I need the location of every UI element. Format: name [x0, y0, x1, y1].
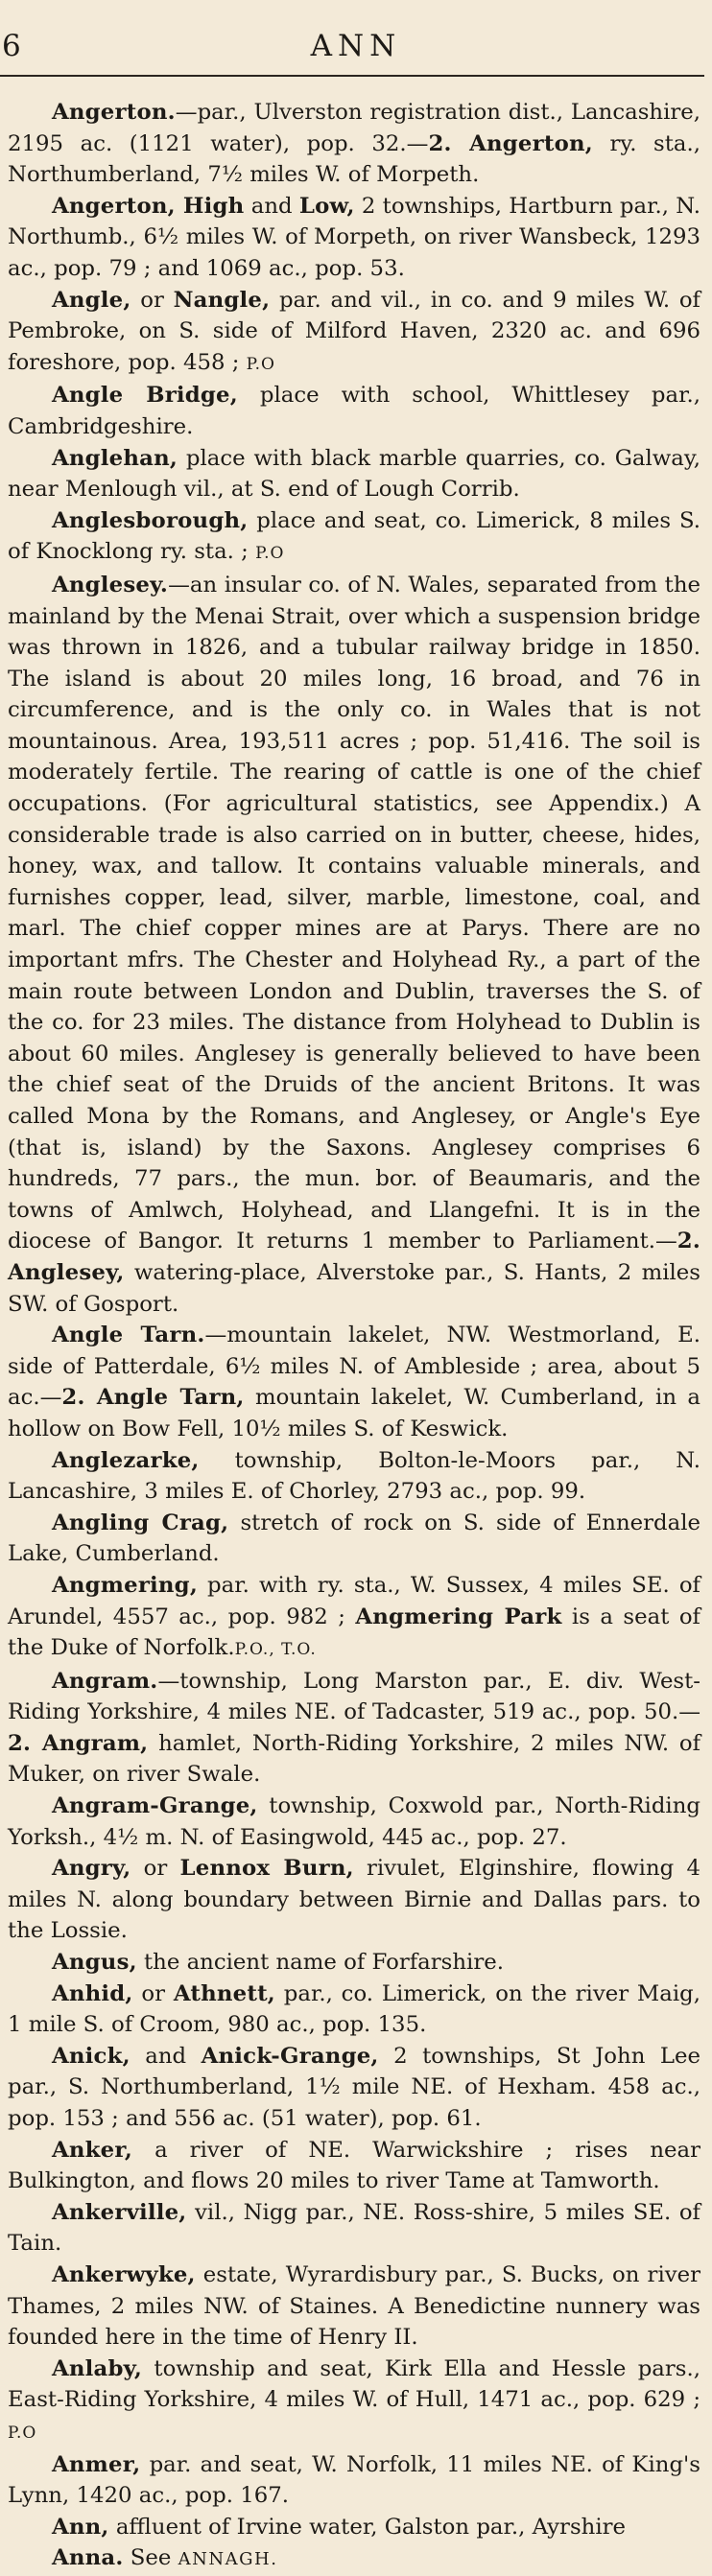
gazetteer-entry — [8, 97, 700, 191]
entry-text: township, Coxwold par., North-Riding Yorksh., 4½ m. N. of Easingwold, 445 ac., pop. 27. — [8, 1793, 700, 1850]
entry-text: 2 townships, St John Lee par., S. Northumberland, 1½ mile NE. of Hexham. 458 ac., pop. 153 ; and 556 ac. (51 water), pop. 61. — [8, 2043, 700, 2131]
entry-text: place and seat, co. Limerick, 8 miles S. of Knocklong ry. sta. ; — [8, 507, 700, 565]
entry-text: place with black marble quarries, co. Galway, near Menlough vil., at S. end of Lough Corrib. — [8, 445, 700, 503]
entry-headword: Athnett, — [173, 1980, 275, 2006]
entry-headword: Ankerville, — [52, 2199, 187, 2225]
gazetteer-entry — [8, 1791, 700, 1853]
gazetteer-entry — [8, 2197, 700, 2260]
entry-text: or — [131, 287, 174, 313]
entry-headword: Angus, — [52, 1950, 137, 1976]
entry-text: township, Bolton-le-Moors par., N. Lancashire, 3 miles E. of Chorley, 2793 ac., pop. 99. — [8, 1447, 700, 1505]
gazetteer-entry — [8, 1570, 700, 1666]
entry-text: stretch of rock on S. side of Ennerdale Lake, Cumberland. — [8, 1510, 700, 1567]
gazetteer-entry — [8, 2449, 700, 2512]
running-head: ANN — [310, 29, 402, 63]
entry-text: par., co. Limerick, on the river Maig, 1 mile S. of Croom, 980 ac., pop. 135. — [8, 1980, 700, 2038]
entry-text: or — [132, 1980, 174, 2006]
entry-text: vil., Nigg par., NE. Ross-shire, 5 miles SE. of Tain. — [8, 2199, 700, 2257]
entry-text: —township, Long Marston par., E. div. West-Riding Yorkshire, 4 miles NE. of Tadcaster, 519 ac., pop. 50.— — [8, 1668, 700, 1725]
entry-headword: Nangle, — [173, 287, 271, 313]
header-rule — [0, 75, 704, 77]
entry-text: the ancient name of Forfarshire. — [136, 1950, 504, 1976]
entry-abbreviation: P.O — [255, 544, 285, 564]
entry-headword: 2. Angerton, — [428, 130, 593, 156]
entry-text: See — [123, 2545, 178, 2571]
entry-headword: Angram-Grange, — [52, 1793, 258, 1819]
gazetteer-entry — [8, 1979, 700, 2041]
entry-headword: Angram. — [52, 1668, 158, 1694]
gazetteer-entry — [8, 570, 700, 1320]
gazetteer-entry — [8, 285, 700, 381]
entry-text: —par., Ulverston registration dist., Lancashire, 2195 ac. (1121 water), pop. 32.— — [8, 100, 700, 156]
gazetteer-entry — [8, 505, 700, 570]
entry-headword: Angerton, High — [52, 193, 245, 219]
gazetteer-entry — [8, 2354, 700, 2449]
gazetteer-entry — [8, 1445, 700, 1508]
entry-headword: Ann, — [52, 2514, 109, 2540]
entry-headword: Angry, — [52, 1856, 131, 1882]
entry-text: estate, Wyrardisbury par., S. Bucks, on river Thames, 2 miles NW. of Staines. A Benedictine nunnery was founded here in the time of Henry II. — [8, 2261, 700, 2351]
entry-text: par. and seat, W. Norfolk, 11 miles NE. of King's Lynn, 1420 ac., pop. 167. — [8, 2451, 700, 2509]
gazetteer-entry — [8, 2512, 700, 2543]
entry-headword: 2. Angram, — [8, 1730, 149, 1756]
entry-headword: Lennox Burn, — [179, 1856, 354, 1882]
entry-text: watering-place, Alverstoke par., S. Hants, 2 miles SW. of Gosport. — [8, 1259, 700, 1317]
gazetteer-entry — [8, 380, 700, 442]
entry-abbreviation: P.O — [246, 354, 275, 374]
entry-text: hamlet, North-Riding Yorkshire, 2 miles NW. of Muker, on river Swale. — [8, 1730, 701, 1788]
gazetteer-entry — [8, 2260, 700, 2354]
entry-headword: Anna. — [52, 2545, 124, 2571]
gazetteer-entry — [8, 1320, 700, 1444]
entry-text: and — [244, 193, 299, 219]
entry-headword: Anhid, — [52, 1980, 133, 2006]
gazetteer-entry — [8, 2135, 700, 2197]
entry-headword: Angerton. — [52, 100, 176, 125]
gazetteer-entry — [8, 191, 700, 285]
entry-headword: Angmering, — [52, 1572, 198, 1598]
entry-text: a river of NE. Warwickshire ; rises near Bulkington, and flows 20 miles to river Tame at Tamworth. — [8, 2137, 700, 2194]
gazetteer-entry — [8, 443, 700, 505]
entry-text: township and seat, Kirk Ella and Hessle pars., East-Riding Yorkshire, 4 miles W. of Hull, 1471 ac., pop. 629 ; — [8, 2355, 700, 2413]
entry-text: affluent of Irvine water, Galston par., Ayrshire — [108, 2514, 627, 2540]
page-header — [0, 0, 712, 77]
gazetteer-entry — [8, 2542, 700, 2576]
entry-headword: 2. Anglesey, — [8, 1229, 700, 1285]
entry-headword: Anlaby, — [52, 2355, 143, 2381]
entry-headword: Angle, — [52, 287, 131, 313]
gazetteer-entries — [8, 97, 700, 2576]
gazetteer-entry — [8, 1666, 700, 1791]
entry-text: place with school, Whittlesey par., Cambridgeshire. — [8, 383, 700, 439]
entry-text: —mountain lakelet, NW. Westmorland, E. side of Patterdale, 6½ miles N. of Ambleside ; area, about 5 ac.— — [8, 1323, 701, 1411]
entry-text: or — [131, 1856, 180, 1882]
entry-text: and — [130, 2043, 202, 2069]
entry-headword: Anick-Grange, — [201, 2043, 379, 2069]
entry-headword: Angling Crag, — [52, 1510, 229, 1535]
entry-headword: Anglehan, — [52, 445, 178, 471]
entry-abbreviation: P.O., T.O. — [234, 1640, 317, 1660]
entry-text: mountain lakelet, W. Cumberland, in a hollow on Bow Fell, 10½ miles S. of Keswick. — [8, 1385, 700, 1441]
entry-headword: Angle Bridge, — [52, 383, 238, 409]
entry-headword: Anmer, — [52, 2451, 141, 2477]
entry-headword: Anglezarke, — [52, 1447, 200, 1473]
gazetteer-entry — [8, 2041, 700, 2135]
entry-headword: Low, — [298, 193, 355, 219]
entry-abbreviation: ANNAGH. — [178, 2549, 278, 2570]
entry-abbreviation: P.O — [8, 2423, 37, 2443]
entry-text: —an insular co. of N. Wales, separated from the mainland by the Menai Strait, over which a suspension bridge was thrown in 1826, and a tubular railway bridge in 1850. The island is about 20 miles long, 16 broad, and 76 in circumference, and is the only co. in Wales that is not mountainous. Area, 193,511 acres ; pop. 51,416. The soil is moderately fertile. The rearing of cattle is one of the chief occupations. (For agricultural statistics, see Appendix.) A considerable trade is also carried on in butter, cheese, hides, honey, wax, and tallow. It contains valuable minerals, and furnishes copper, lead, silver, marble, limestone, coal, and marl. The chief copper mines are at Parys. There are no important mfrs. The Chester and Holyhead Ry., a part of the main route between London and Dublin, traverses the S. of the co. for 23 miles. The distance from Holyhead to Dublin is about 60 miles. Anglesey is generally believed to have been the chief seat of the Druids of the ancient Britons. It was called Mona by the Romans, and Anglesey, or Angle's Eye (that is, island) by the Saxons. Anglesey comprises 6 hundreds, 77 pars., the mun. bor. of Beaumaris, and the towns of Amlwch, Holyhead, and Llangefni. It is in the diocese of Bangor. It returns 1 member to Parliament.— — [8, 572, 700, 1254]
gazetteer-entry — [8, 1853, 700, 1947]
entry-text: par. with ry. sta., W. Sussex, 4 miles SE. of Arundel, 4557 ac., pop. 982 ; — [8, 1572, 700, 1629]
entry-text: rivulet, Elginshire, flowing 4 miles N. along boundary between Birnie and Dallas pars. to the Lossie. — [8, 1856, 700, 1944]
entry-headword: Anker, — [52, 2137, 133, 2163]
entry-text: par. and vil., in co. and 9 miles W. of Pembroke, on S. side of Milford Haven, 2320 ac. and 696 foreshore, pop. 458 ; — [8, 287, 700, 375]
entry-headword: Angle Tarn. — [52, 1323, 205, 1348]
entry-headword: Angmering Park — [355, 1604, 562, 1629]
entry-text: is a seat of the Duke of Norfolk. — [8, 1604, 700, 1661]
entry-headword: 2. Angle Tarn, — [61, 1385, 245, 1411]
entry-text: 2 townships, Hartburn par., N. Northumb., 6½ miles W. of Morpeth, on river Wansbeck, 1293 ac., pop. 79 ; and 1069 ac., pop. 53. — [8, 193, 700, 281]
entry-headword: Anglesey. — [52, 572, 169, 597]
entry-headword: Anglesborough, — [52, 507, 249, 533]
gazetteer-entry — [8, 1508, 700, 1570]
page-number: 6 — [2, 29, 22, 63]
entry-headword: Ankerwyke, — [52, 2261, 196, 2287]
entry-headword: Anick, — [52, 2043, 131, 2069]
entry-text: ry. sta., Northumberland, 7½ miles W. of Morpeth. — [8, 130, 700, 188]
gazetteer-entry — [8, 1947, 700, 1979]
